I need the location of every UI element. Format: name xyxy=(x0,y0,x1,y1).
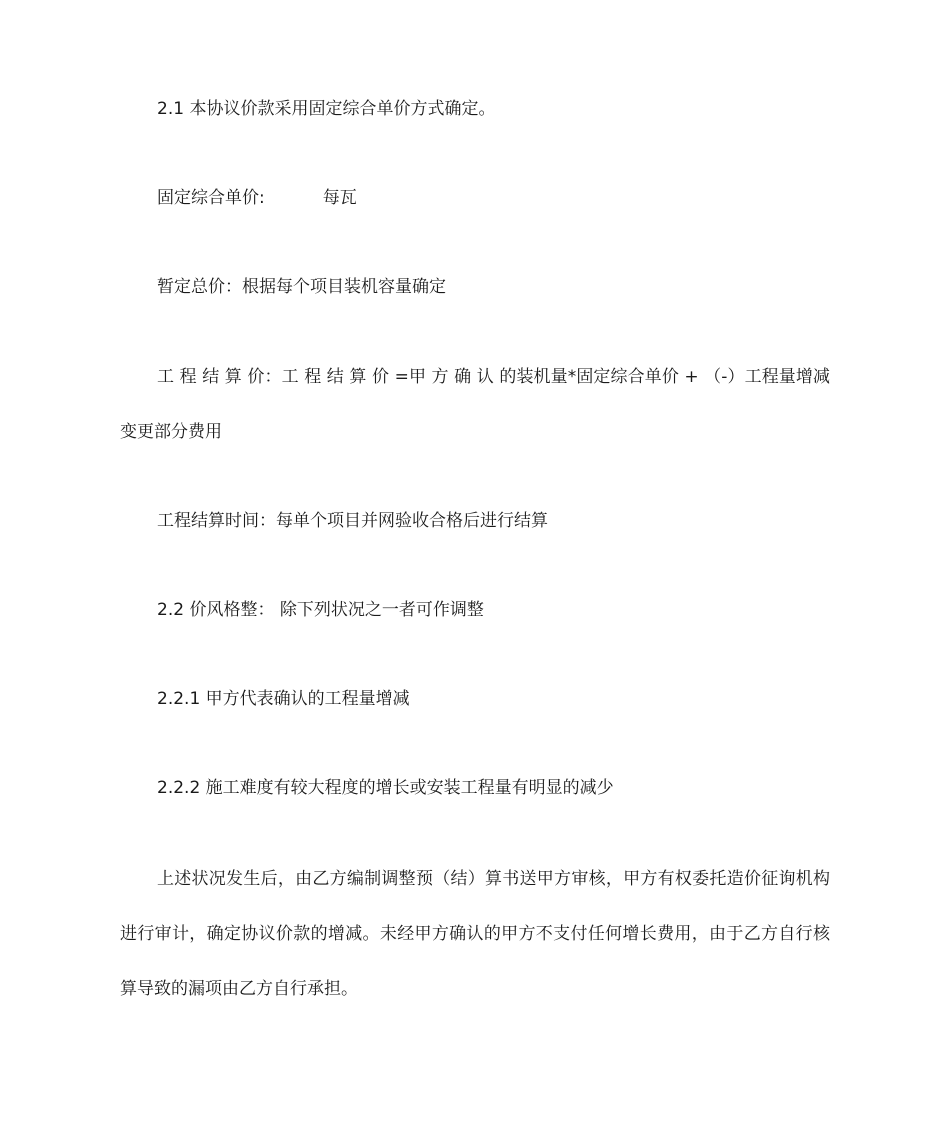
fixed-unit-price-line xyxy=(120,171,830,226)
clause-2-2-1: 2.2.1 甲方代表确认的工程量增减 xyxy=(157,689,410,709)
fixed-unit-price-unit: 每瓦 xyxy=(322,188,357,208)
clause-2-1: 2.1 本协议价款采用固定综合单价方式确定。 xyxy=(157,99,496,119)
adjustment-procedure: 上述状况发生后，由乙方编制调整预（结）算书送甲方审核，甲方有权委托造价征询机构进行审计，确定协议价款的增减。未经甲方确认的甲方不支付任何增长费用，由于乙方自行核算导致的漏项由乙方自行承担。 xyxy=(120,869,830,999)
clause-2-2-2: 2.2.2 施工难度有较大程度的增长或安装工程量有明显的减少 xyxy=(157,778,614,798)
clause-2-2: 2.2 价风格整： 除下列状况之一者可作调整 xyxy=(157,600,484,620)
settlement-price-formula: 工 程 结 算 价：工 程 结 算 价 =甲 方 确 认 的装机量*固定综合单价 + （-）工程量增减变更部分费用 xyxy=(120,367,830,442)
fixed-unit-price-label: 固定综合单价: xyxy=(157,188,265,208)
provisional-total-price: 暂定总价：根据每个项目装机容量确定 xyxy=(157,277,446,297)
settlement-time: 工程结算时间：每单个项目并网验收合格后进行结算 xyxy=(157,511,548,531)
